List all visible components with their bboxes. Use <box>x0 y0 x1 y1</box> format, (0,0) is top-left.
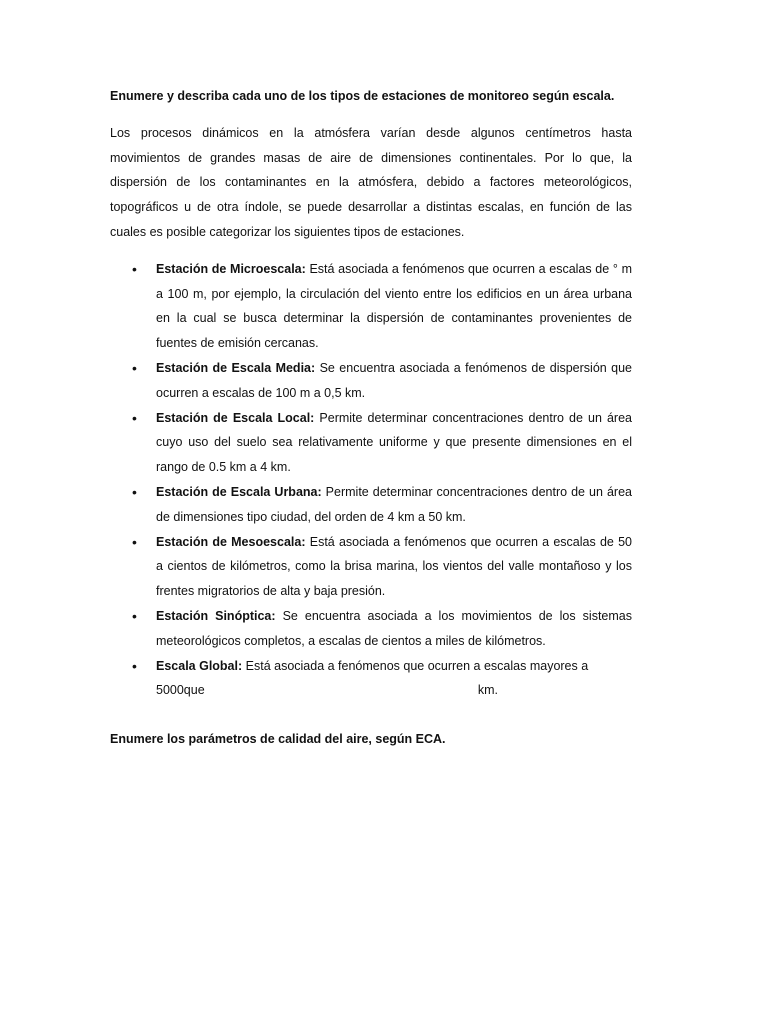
item-term: Estación de Escala Urbana: <box>156 484 322 499</box>
item-text: Se encuentra asociada a fenómenos de dispersión que ocurren a escalas de 100 m a 0,5 km. <box>156 360 633 400</box>
item-term: Escala Global: <box>156 658 243 673</box>
item-last-line-left: 5000que <box>156 683 205 698</box>
bullet-icon: • <box>132 657 137 674</box>
intro-paragraph: Los procesos dinámicos en la atmósfera varían desde algunos centímetros hasta movimientos de grandes masas de aire de dimensiones continentales. Por lo que, la dispersión de los contaminantes en la atmósfera, debido a factores meteorológicos, topográficos u de otra índole, se puede desarrollar a distintas escalas, en función de las cuales es posible categorizar los siguientes tipos de estaciones. <box>110 125 632 239</box>
list-item <box>110 257 632 356</box>
item-term: Estación de Microescala: <box>156 261 306 276</box>
list-item <box>110 604 632 654</box>
item-text: Se encuentra asociada a los movimientos de los sistemas meteorológicos completos, a escalas de cientos a miles de kilómetros. <box>156 608 632 648</box>
item-term: Estación de Escala Local: <box>156 410 315 425</box>
bullet-icon: • <box>132 607 137 624</box>
list-item <box>110 530 632 604</box>
list-item <box>110 480 632 530</box>
list-item <box>110 406 632 480</box>
question-1-heading: Enumere y describa cada uno de los tipos de estaciones de monitoreo según escala. <box>110 89 615 103</box>
bullet-icon: • <box>132 483 137 500</box>
item-text: Está asociada a fenómenos que ocurren a escalas mayores a <box>242 658 589 673</box>
station-list <box>110 257 632 703</box>
item-term: Estación Sinóptica: <box>156 608 276 623</box>
item-text: Está asociada a fenómenos que ocurren a escalas de 50 a cientos de kilómetros, como la brisa marina, los vientos del valle montañoso y los frentes migratorios de alta y baja presión. <box>156 534 632 599</box>
item-text: Permite determinar concentraciones dentro de un área cuyo uso del suelo sea relativamente uniforme y que presente dimensiones en el rango de 0.5 km a 4 km. <box>156 410 632 475</box>
list-item <box>110 356 632 406</box>
item-last-line-right: km. <box>477 683 498 698</box>
item-text: Está asociada a fenómenos que ocurren a escalas de ° m a 100 m, por ejemplo, la circulación del viento entre los edificios en un área urbana en la cual se busca determinar la dispersión de contaminantes provenientes de fuentes de emisión cercanas. <box>156 261 632 351</box>
item-text: Permite determinar concentraciones dentro de un área de dimensiones tipo ciudad, del orden de 4 km a 50 km. <box>156 484 632 524</box>
bullet-icon: • <box>132 260 137 277</box>
item-last-line <box>156 678 632 703</box>
bullet-icon: • <box>132 359 137 376</box>
bullet-icon: • <box>132 409 137 426</box>
question-2-heading: Enumere los parámetros de calidad del aire, según ECA. <box>110 732 446 747</box>
document-page <box>110 84 632 752</box>
bullet-icon: • <box>132 533 137 550</box>
item-term: Estación de Escala Media: <box>156 360 316 375</box>
list-item-global <box>110 654 632 704</box>
item-term: Estación de Mesoescala: <box>156 534 306 549</box>
